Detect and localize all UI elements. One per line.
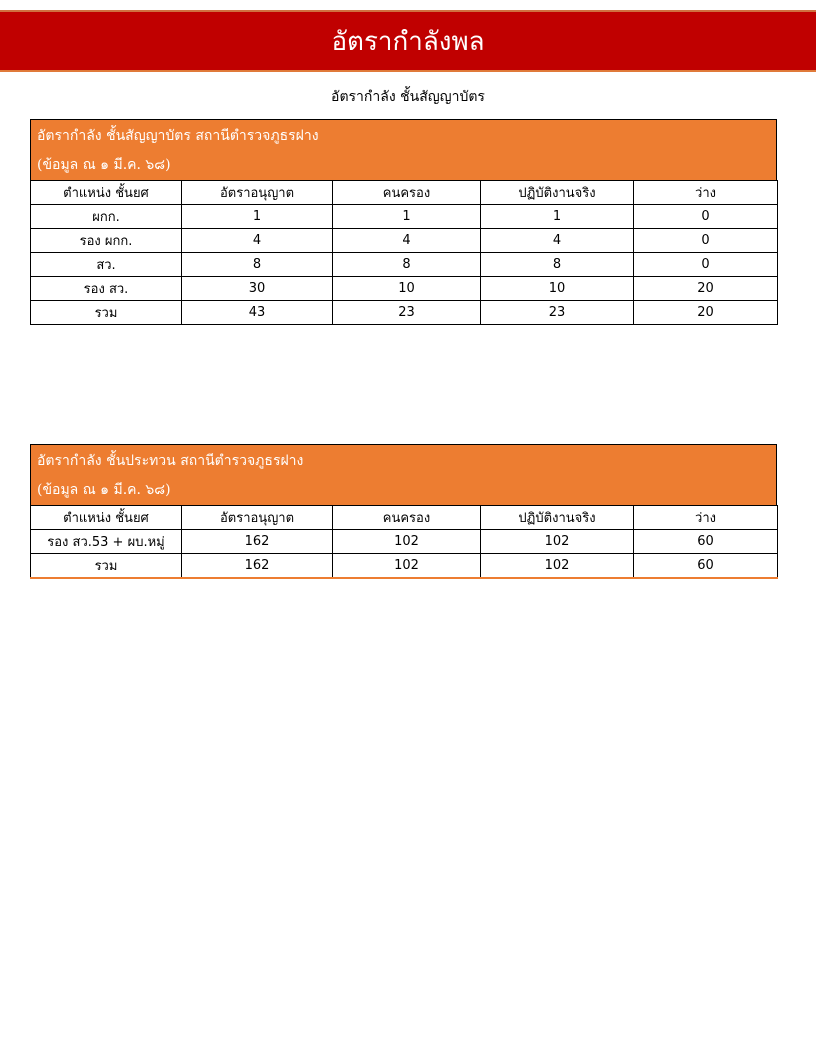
column-header: คนครอง [333, 506, 481, 530]
table-cell: 23 [481, 301, 634, 325]
table-header-row [31, 506, 778, 530]
table-cell: 20 [634, 277, 778, 301]
table-cell: 0 [634, 253, 778, 277]
table-header-row [31, 181, 778, 205]
commissioned-officers-table [30, 180, 778, 325]
table-cell: 162 [182, 554, 333, 579]
table-row [31, 229, 778, 253]
table-cell: รวม [31, 301, 182, 325]
table-row [31, 277, 778, 301]
table-cell: 20 [634, 301, 778, 325]
table-cell: 30 [182, 277, 333, 301]
table-cell: 4 [182, 229, 333, 253]
table-cell: 1 [481, 205, 634, 229]
page-title: อัตรากำลังพล [331, 26, 485, 57]
table-cell: 43 [182, 301, 333, 325]
column-header: ตำแหน่ง ชั้นยศ [31, 181, 182, 205]
table-cell: รอง สว. [31, 277, 182, 301]
table-cell: 102 [481, 554, 634, 579]
column-header: ตำแหน่ง ชั้นยศ [31, 506, 182, 530]
column-header: อัตราอนุญาต [182, 506, 333, 530]
table-cell: สว. [31, 253, 182, 277]
table-cell: 60 [634, 530, 778, 554]
table-cell: 162 [182, 530, 333, 554]
column-header: ปฏิบัติงานจริง [481, 181, 634, 205]
table-cell: 4 [481, 229, 634, 253]
table-cell: 8 [333, 253, 481, 277]
column-header: คนครอง [333, 181, 481, 205]
table-cell: รอง ผกก. [31, 229, 182, 253]
non-commissioned-section [30, 444, 777, 579]
column-header: ปฏิบัติงานจริง [481, 506, 634, 530]
section-date: (ข้อมูล ณ ๑ มี.ค. ๖๘) [37, 157, 171, 173]
table-cell: รอง สว.53 + ผบ.หมู่ [31, 530, 182, 554]
section-header [30, 119, 777, 180]
table-cell: 102 [481, 530, 634, 554]
page-subtitle: อัตรากำลัง ชั้นสัญญาบัตร [331, 89, 485, 105]
table-total-row [31, 301, 778, 325]
table-cell: 4 [333, 229, 481, 253]
table-cell: 8 [481, 253, 634, 277]
table-row [31, 530, 778, 554]
section-heading: อัตรากำลัง ชั้นประทวน สถานีตำรวจภูธรฝาง [37, 453, 304, 469]
section-header [30, 444, 777, 505]
section-heading: อัตรากำลัง ชั้นสัญญาบัตร สถานีตำรวจภูธรฝาง [37, 128, 319, 144]
table-cell: 102 [333, 554, 481, 579]
table-row [31, 205, 778, 229]
table-cell: รวม [31, 554, 182, 579]
table-cell: 1 [182, 205, 333, 229]
table-cell: 0 [634, 205, 778, 229]
table-cell: 60 [634, 554, 778, 579]
table-cell: 1 [333, 205, 481, 229]
table-cell: ผกก. [31, 205, 182, 229]
table-cell: 10 [481, 277, 634, 301]
section-date: (ข้อมูล ณ ๑ มี.ค. ๖๘) [37, 482, 171, 498]
table-row [31, 253, 778, 277]
table-cell: 8 [182, 253, 333, 277]
table-cell: 0 [634, 229, 778, 253]
commissioned-officers-section [30, 119, 777, 325]
column-header: ว่าง [634, 181, 778, 205]
non-commissioned-table [30, 505, 778, 579]
table-cell: 102 [333, 530, 481, 554]
column-header: ว่าง [634, 506, 778, 530]
table-cell: 10 [333, 277, 481, 301]
table-total-row [31, 554, 778, 579]
table-cell: 23 [333, 301, 481, 325]
column-header: อัตราอนุญาต [182, 181, 333, 205]
title-banner [0, 10, 816, 72]
